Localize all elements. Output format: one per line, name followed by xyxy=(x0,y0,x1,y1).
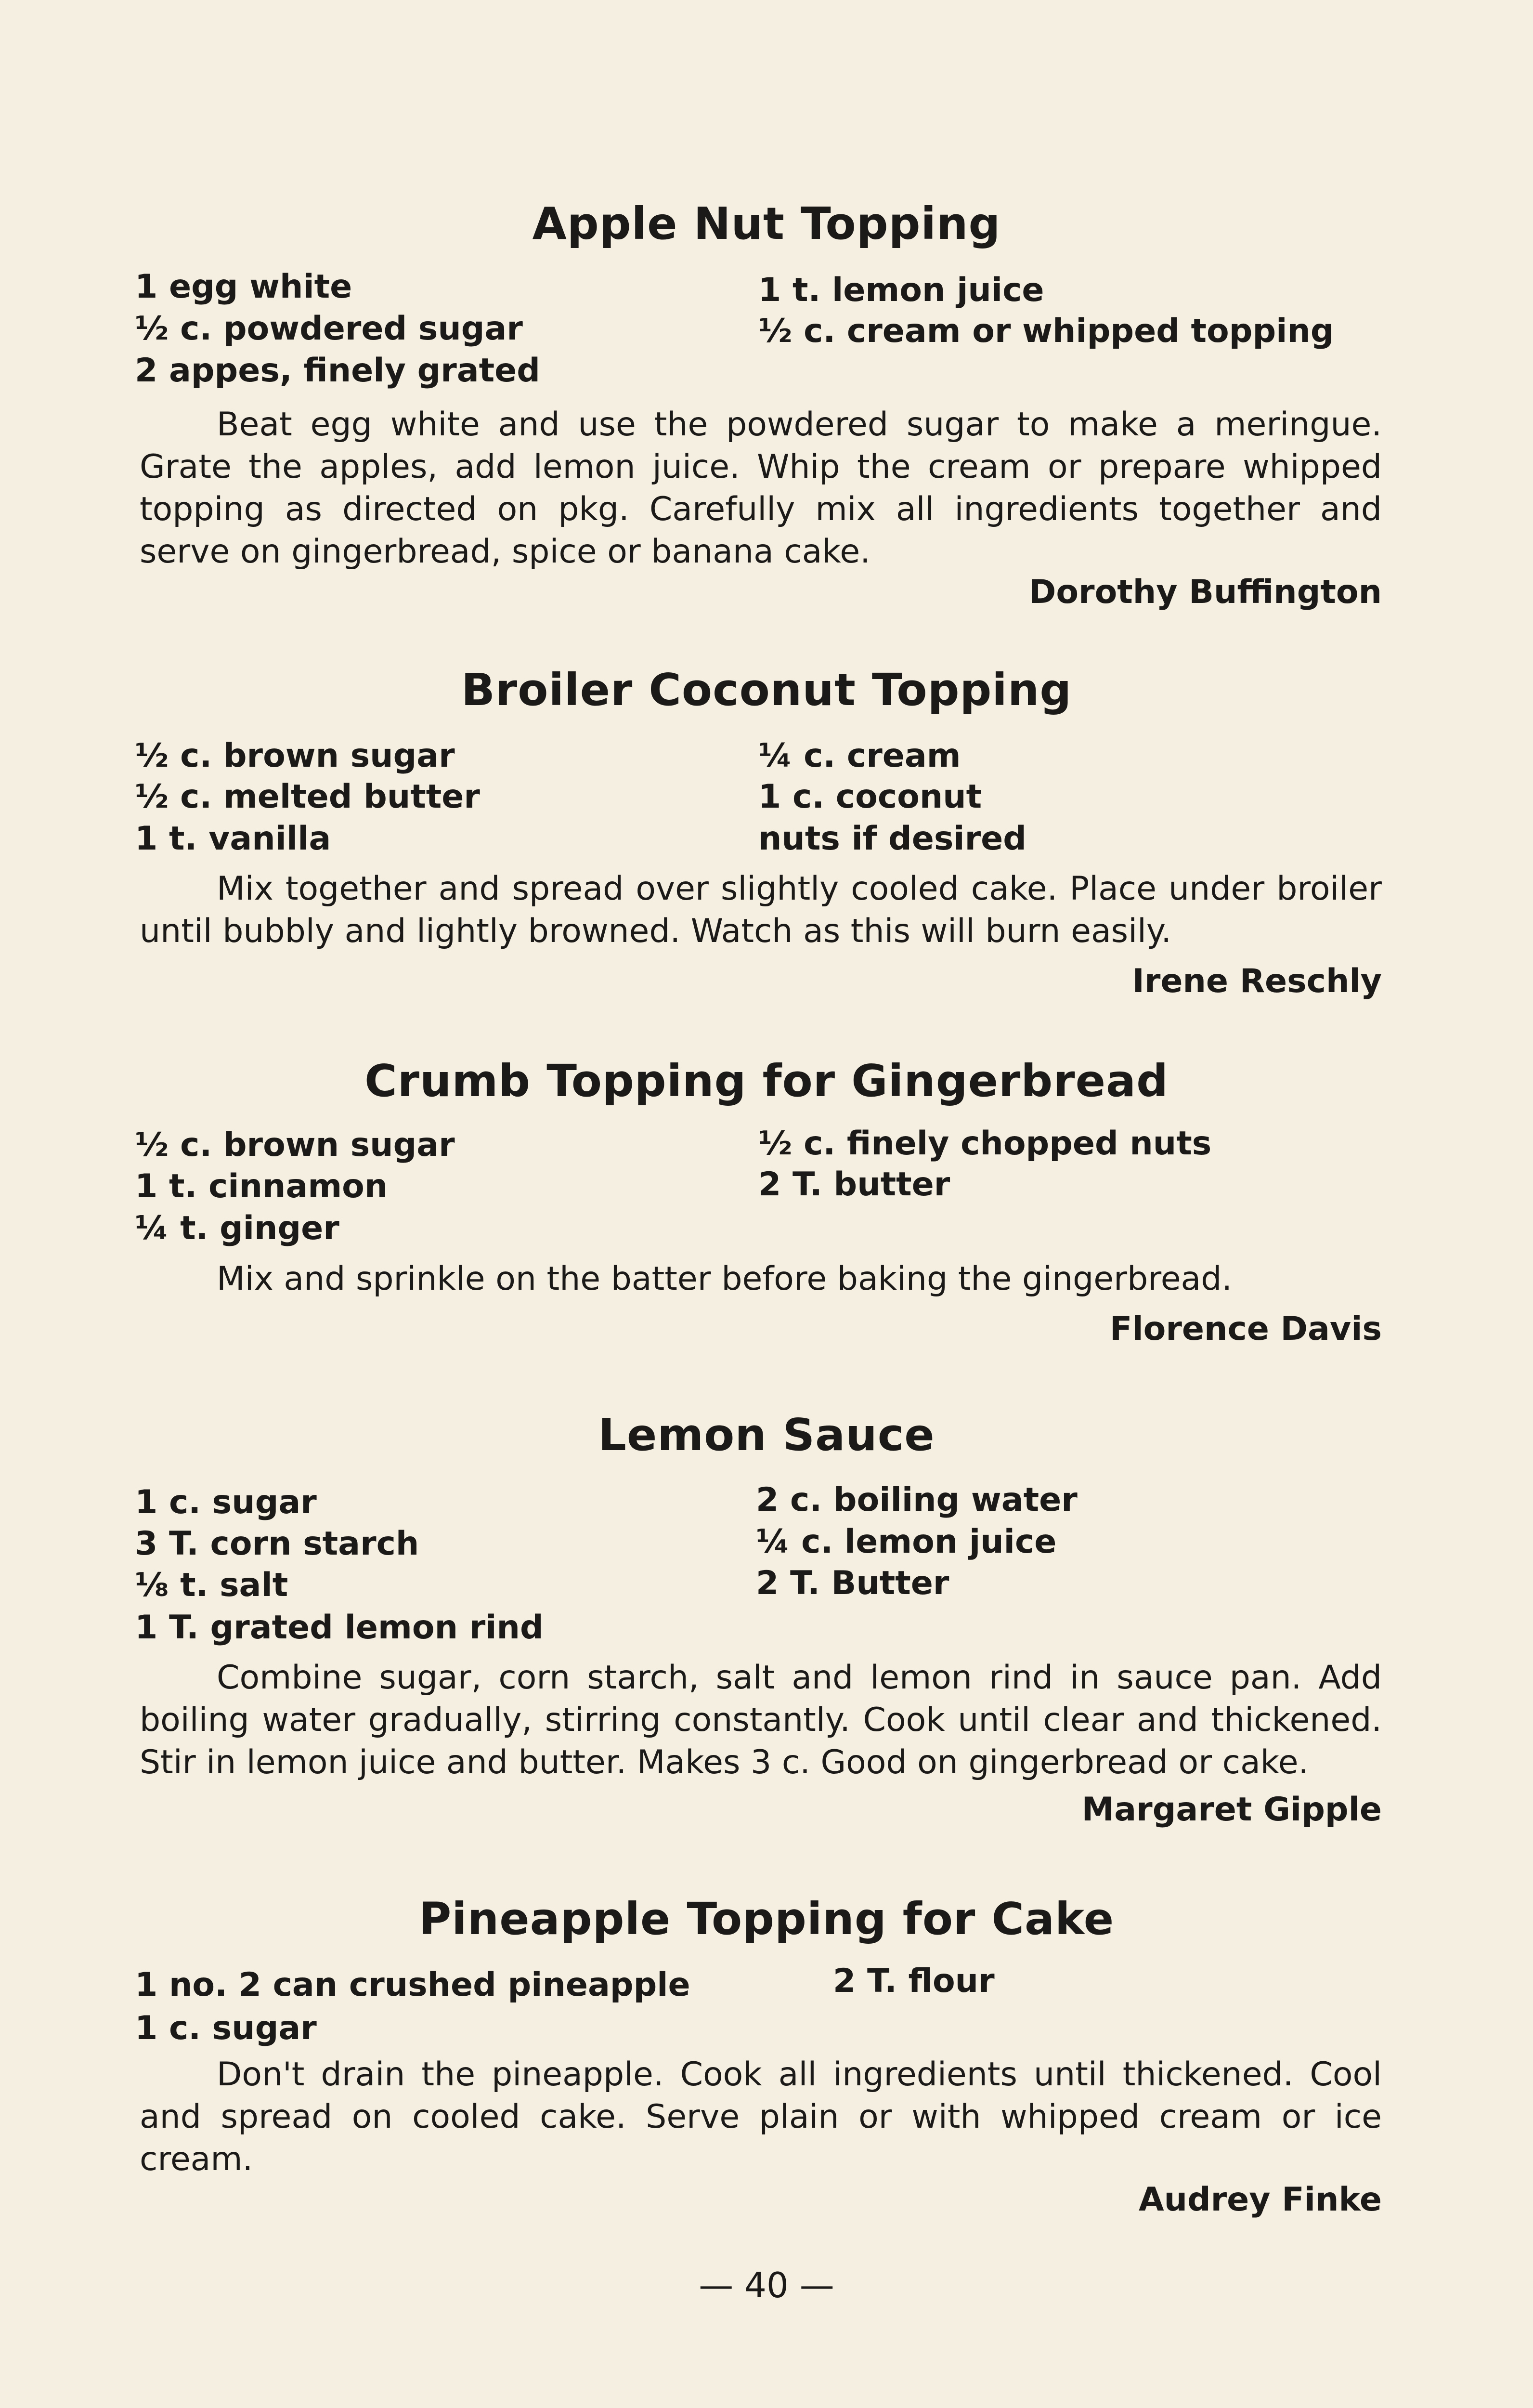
ingredient: ⅛ t. salt xyxy=(135,1566,288,1604)
recipe-author: Margaret Gipple xyxy=(1081,1791,1382,1829)
ingredient: 2 T. butter xyxy=(758,1165,950,1204)
ingredient: 1 c. sugar xyxy=(135,1483,317,1521)
recipe-author: Florence Davis xyxy=(1109,1310,1382,1348)
recipe-instructions: Combine sugar, corn starch, salt and lemon rind in sauce pan. Add boiling water gradually, stirring constantly. Cook until clear and thickened. Stir in lemon juice and butter. Makes 3 c. Good on gingerbread or cake. xyxy=(140,1659,1382,1781)
recipe-instructions: Mix and sprinkle on the batter before baking the gingerbread. xyxy=(217,1260,1232,1298)
ingredient: ½ c. melted butter xyxy=(135,778,480,816)
ingredient: 1 t. vanilla xyxy=(135,820,331,858)
ingredient: 2 c. boiling water xyxy=(756,1481,1078,1519)
ingredient: 1 c. coconut xyxy=(758,778,982,816)
ingredient: ½ c. powdered sugar xyxy=(135,310,523,348)
ingredient: 1 no. 2 can crushed pineapple xyxy=(135,1966,690,2004)
ingredient: ½ c. brown sugar xyxy=(135,737,455,775)
ingredient: ½ c. finely chopped nuts xyxy=(758,1125,1212,1163)
ingredient: ¼ c. cream xyxy=(758,737,961,775)
recipe-instructions: Mix together and spread over slightly cooled cake. Place under broiler until bubbly and lightly browned. Watch as this will burn easily. xyxy=(140,870,1382,950)
ingredient: nuts if desired xyxy=(758,820,1026,858)
recipe-instructions: Don't drain the pineapple. Cook all ingredients until thickened. Cool and spread on cooled cake. Serve plain or with whipped cream or ice cream. xyxy=(140,2055,1382,2178)
recipe-author: Irene Reschly xyxy=(1132,962,1382,1000)
ingredient: 1 t. cinnamon xyxy=(135,1167,388,1205)
recipe-title: Broiler Coconut Topping xyxy=(461,664,1072,716)
ingredient: 2 T. flour xyxy=(833,1962,995,2000)
ingredient: ¼ c. lemon juice xyxy=(756,1523,1057,1561)
ingredient: 2 T. Butter xyxy=(756,1564,949,1602)
ingredient: ¼ t. ginger xyxy=(135,1209,339,1247)
ingredient: 1 c. sugar xyxy=(135,2009,317,2047)
ingredient: 1 t. lemon juice xyxy=(758,271,1044,309)
recipe-title: Lemon Sauce xyxy=(598,1409,935,1461)
ingredient: 1 egg white xyxy=(135,268,352,306)
ingredient: 2 appes, finely grated xyxy=(135,352,540,390)
recipe-author: Dorothy Buffington xyxy=(1028,573,1382,611)
ingredient: 3 T. corn starch xyxy=(135,1525,419,1563)
ingredient: 1 T. grated lemon rind xyxy=(135,1609,544,1647)
recipe-title: Apple Nut Topping xyxy=(532,198,1001,249)
recipe-instructions: Beat egg white and use the powdered sugar to make a meringue. Grate the apples, add lemon juice. Whip the cream or prepare whipped topping as directed on pkg. Carefully mix all ingredients together and serve on gingerbread, spice or banana cake. xyxy=(140,406,1382,571)
ingredient: ½ c. cream or whipped topping xyxy=(758,312,1334,350)
recipe-title: Crumb Topping for Gingerbread xyxy=(364,1055,1169,1107)
page-number: — 40 — xyxy=(699,2265,834,2305)
ingredient: ½ c. brown sugar xyxy=(135,1126,455,1164)
recipe-author: Audrey Finke xyxy=(1138,2181,1382,2219)
recipe-title: Pineapple Topping for Cake xyxy=(418,1893,1115,1945)
